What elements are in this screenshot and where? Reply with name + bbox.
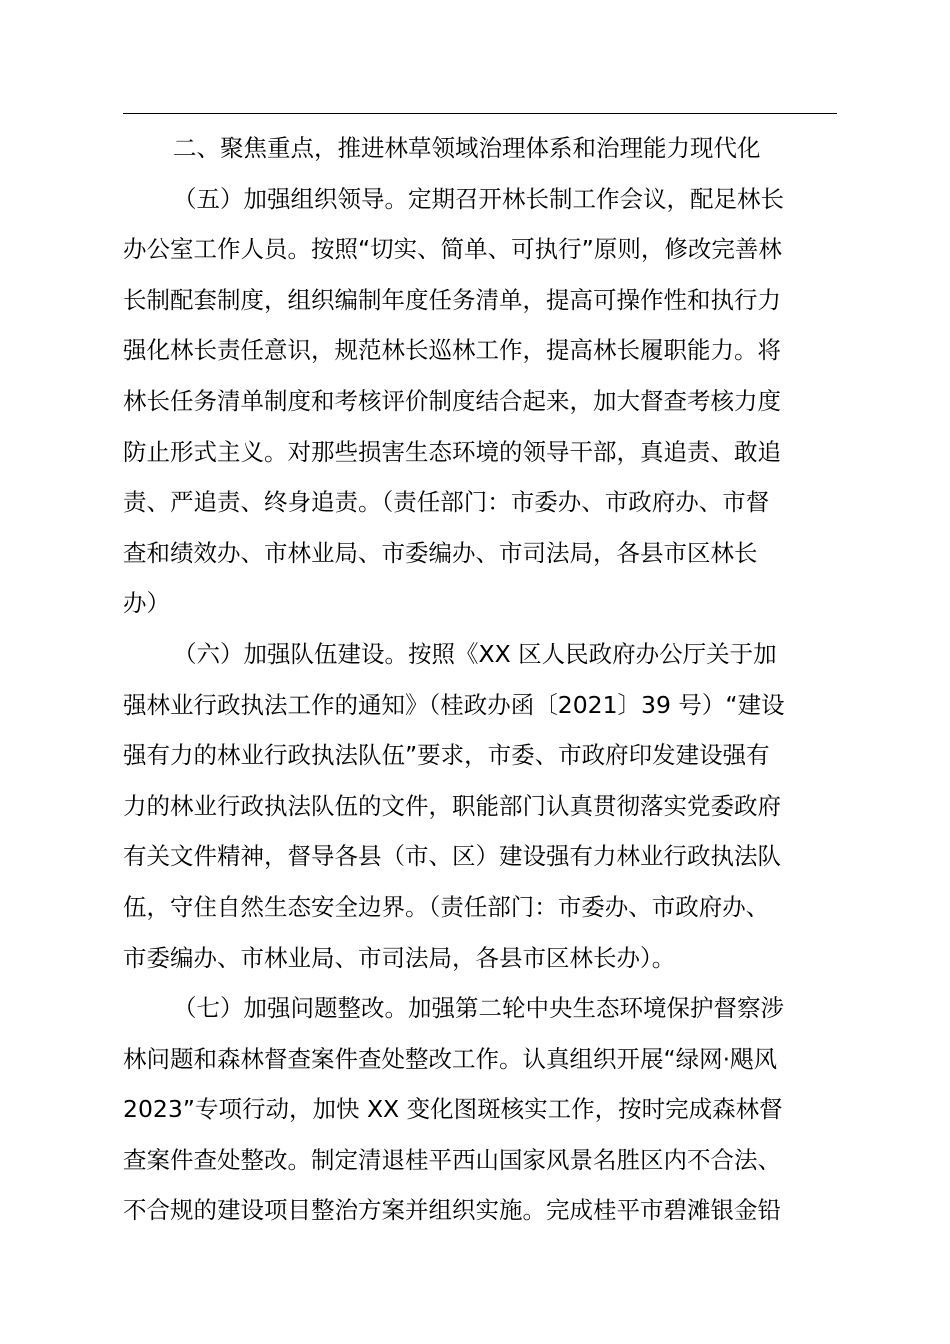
paragraph-line: 责、严追责、终身追责。（责任部门：市委办、市政府办、市督 bbox=[123, 488, 770, 517]
paragraph-line: 强林业行政执法工作的通知》（桂政办函〔2021〕39 号）“建设 bbox=[123, 690, 785, 719]
paragraph-line: 查和绩效办、市林业局、市委编办、市司法局，各县市区林长 bbox=[123, 538, 758, 567]
paragraph-line: 办） bbox=[123, 589, 170, 618]
paragraph-line: 防止形式主义。对那些损害生态环境的领导干部，真追责、敢追 bbox=[123, 437, 781, 466]
paragraph-line: 林长任务清单制度和考核评价制度结合起来，加大督查考核力度 bbox=[123, 386, 781, 415]
paragraph-line: 强有力的林业行政执法队伍”要求，市委、市政府印发建设强有 bbox=[123, 741, 770, 770]
paragraph-line: 有关文件精神，督导各县（市、区）建设强有力林业行政执法队 bbox=[123, 842, 781, 871]
paragraph-line: （六）加强队伍建设。按照《XX 区人民政府办公厅关于加 bbox=[173, 639, 777, 668]
section-heading: 二、聚焦重点，推进林草领域治理体系和治理能力现代化 bbox=[173, 134, 761, 162]
paragraph-line: 查案件查处整改。制定清退桂平西山国家风景名胜区内不合法、 bbox=[123, 1145, 781, 1174]
document-body bbox=[123, 123, 837, 1236]
paragraph-line: （七）加强问题整改。加强第二轮中央生态环境保护督察涉 bbox=[173, 994, 784, 1023]
header-rule bbox=[123, 113, 837, 114]
paragraph-line: 长制配套制度，组织编制年度任务清单，提高可操作性和执行力 bbox=[123, 285, 781, 314]
paragraph-line: 强化林长责任意识，规范林长巡林工作，提高林长履职能力。将 bbox=[123, 336, 781, 365]
paragraph-line: 2023”专项行动，加快 XX 变化图斑核实工作，按时完成森林督 bbox=[123, 1095, 783, 1124]
paragraph-line: 林问题和森林督查案件查处整改工作。认真组织开展“绿网·飓风 bbox=[123, 1044, 778, 1073]
paragraph-6 bbox=[123, 629, 837, 983]
paragraph-5 bbox=[123, 174, 837, 629]
paragraph-line: （五）加强组织领导。定期召开林长制工作会议，配足林长 bbox=[173, 184, 784, 213]
paragraph-line: 力的林业行政执法队伍的文件，职能部门认真贯彻落实党委政府 bbox=[123, 791, 781, 820]
paragraph-line: 伍，守住自然生态安全边界。（责任部门：市委办、市政府办、 bbox=[123, 892, 770, 921]
paragraph-line: 市委编办、市林业局、市司法局，各县市区林长办）。 bbox=[123, 943, 676, 972]
paragraph-7 bbox=[123, 983, 837, 1236]
paragraph-line: 不合规的建设项目整治方案并组织实施。完成桂平市碧滩银金铅 bbox=[123, 1196, 781, 1225]
paragraph-line: 办公室工作人员。按照“切实、简单、可执行”原则，修改完善林 bbox=[123, 235, 782, 264]
